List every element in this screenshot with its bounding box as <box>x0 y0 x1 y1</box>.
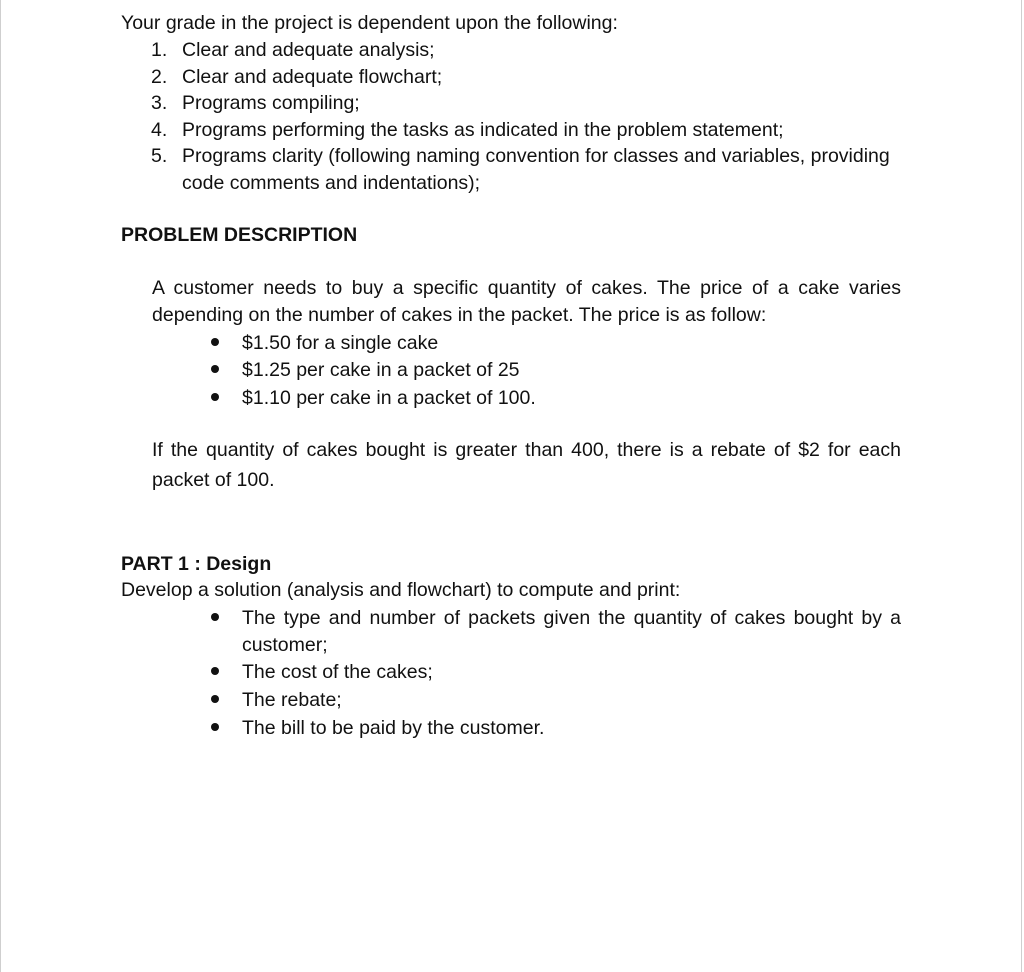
grading-item-3: Programs compiling; <box>182 92 360 114</box>
part1-intro: Develop a solution (analysis and flowchart) to compute and print: <box>121 579 681 601</box>
bullet-icon <box>211 338 219 346</box>
list-number: 2. <box>151 66 168 88</box>
part1-item-4: The bill to be paid by the customer. <box>242 717 545 739</box>
grading-item-1: Clear and adequate analysis; <box>182 39 435 61</box>
problem-heading: PROBLEM DESCRIPTION <box>121 224 358 246</box>
part1-item-1-line-2: customer; <box>242 634 328 656</box>
list-number: 3. <box>151 92 168 114</box>
list-number: 5. <box>151 145 168 167</box>
grading-item-4: Programs performing the tasks as indicated in the problem statement; <box>182 119 784 141</box>
part1-heading: PART 1 : Design <box>121 553 272 575</box>
part1-item-3: The rebate; <box>242 689 342 711</box>
price-item-25: $1.25 per cake in a packet of 25 <box>242 359 520 381</box>
rebate-paragraph-line-1: If the quantity of cakes bought is greater than 400, there is a rebate of $2 for each <box>152 439 901 461</box>
list-number: 4. <box>151 119 168 141</box>
price-item-100: $1.10 per cake in a packet of 100. <box>242 387 536 409</box>
price-item-single: $1.50 for a single cake <box>242 332 439 354</box>
grading-heading: Your grade in the project is dependent upon the following: <box>121 12 618 34</box>
bullet-icon <box>211 723 219 731</box>
bullet-icon <box>211 393 219 401</box>
rebate-paragraph-line-2: packet of 100. <box>152 469 275 491</box>
bullet-icon <box>211 613 219 621</box>
bullet-icon <box>211 365 219 373</box>
part1-item-1-line-1: The type and number of packets given the quantity of cakes bought by a <box>242 607 901 629</box>
list-number: 1. <box>151 39 168 61</box>
grading-item-5-line-1: Programs clarity (following naming convention for classes and variables, providing <box>182 145 890 167</box>
bullet-icon <box>211 695 219 703</box>
bullet-icon <box>211 667 219 675</box>
part1-item-2: The cost of the cakes; <box>242 661 433 683</box>
grading-item-5-line-2: code comments and indentations); <box>182 172 481 194</box>
problem-paragraph-line-2: depending on the number of cakes in the packet. The price is as follow: <box>152 304 767 326</box>
problem-paragraph-line-1: A customer needs to buy a specific quantity of cakes. The price of a cake varies <box>152 277 901 299</box>
grading-item-2: Clear and adequate flowchart; <box>182 66 443 88</box>
